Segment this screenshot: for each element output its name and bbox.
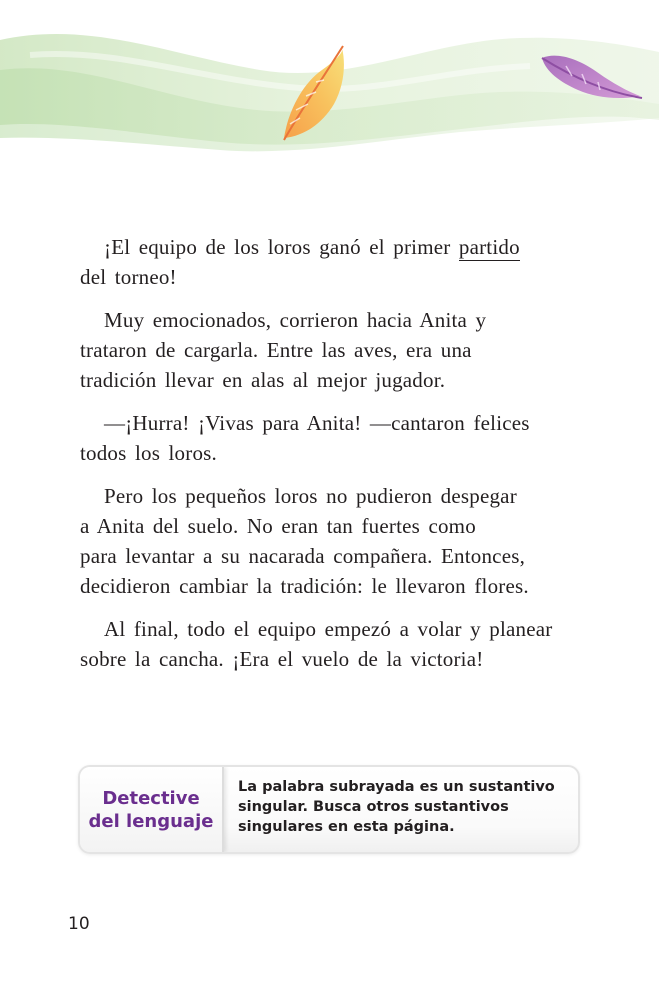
paragraph-3 — [80, 408, 580, 468]
story-line: para levantar a su nacarada compañera. Entonces, — [80, 544, 526, 568]
underlined-word: partido — [458, 235, 520, 259]
story-line — [80, 232, 580, 262]
story-line: decidieron cambiar la tradición: le llevaron flores. — [80, 574, 529, 598]
page-number: 10 — [68, 914, 90, 934]
callout-body-line: singular. Busca otros sustantivos — [238, 799, 509, 815]
story-line: del torneo! — [80, 265, 177, 289]
story-line: —¡Hurra! ¡Vivas para Anita! —cantaron felices — [104, 411, 530, 435]
callout-title-line: del lenguaje — [88, 810, 214, 832]
callout-body — [224, 767, 578, 852]
paragraph-2 — [80, 305, 580, 395]
callout-body-line: La palabra subrayada es un sustantivo — [238, 779, 555, 795]
story-line: Muy emocionados, corrieron hacia Anita y — [104, 308, 487, 332]
language-detective-callout — [78, 765, 580, 854]
story-line: sobre la cancha. ¡Era el vuelo de la victoria! — [80, 647, 484, 671]
callout-body-line: singulares en esta página. — [238, 819, 455, 835]
story-line: trataron de cargarla. Entre las aves, era una — [80, 338, 472, 362]
story-line: Pero los pequeños loros no pudieron despegar — [104, 484, 517, 508]
callout-title-line: Detective — [102, 787, 200, 809]
paragraph-1 — [80, 232, 580, 292]
story-line: todos los loros. — [80, 441, 217, 465]
top-banner — [0, 0, 659, 175]
callout-title — [80, 767, 224, 852]
story-text — [80, 232, 580, 687]
story-line: tradición llevar en alas al mejor jugador. — [80, 368, 446, 392]
story-text-fragment: ¡El equipo de los loros ganó el primer — [104, 235, 459, 259]
paragraph-4 — [80, 481, 580, 601]
story-line: a Anita del suelo. No eran tan fuertes como — [80, 514, 476, 538]
story-line: Al final, todo el equipo empezó a volar y planear — [104, 617, 553, 641]
paragraph-5 — [80, 614, 580, 674]
